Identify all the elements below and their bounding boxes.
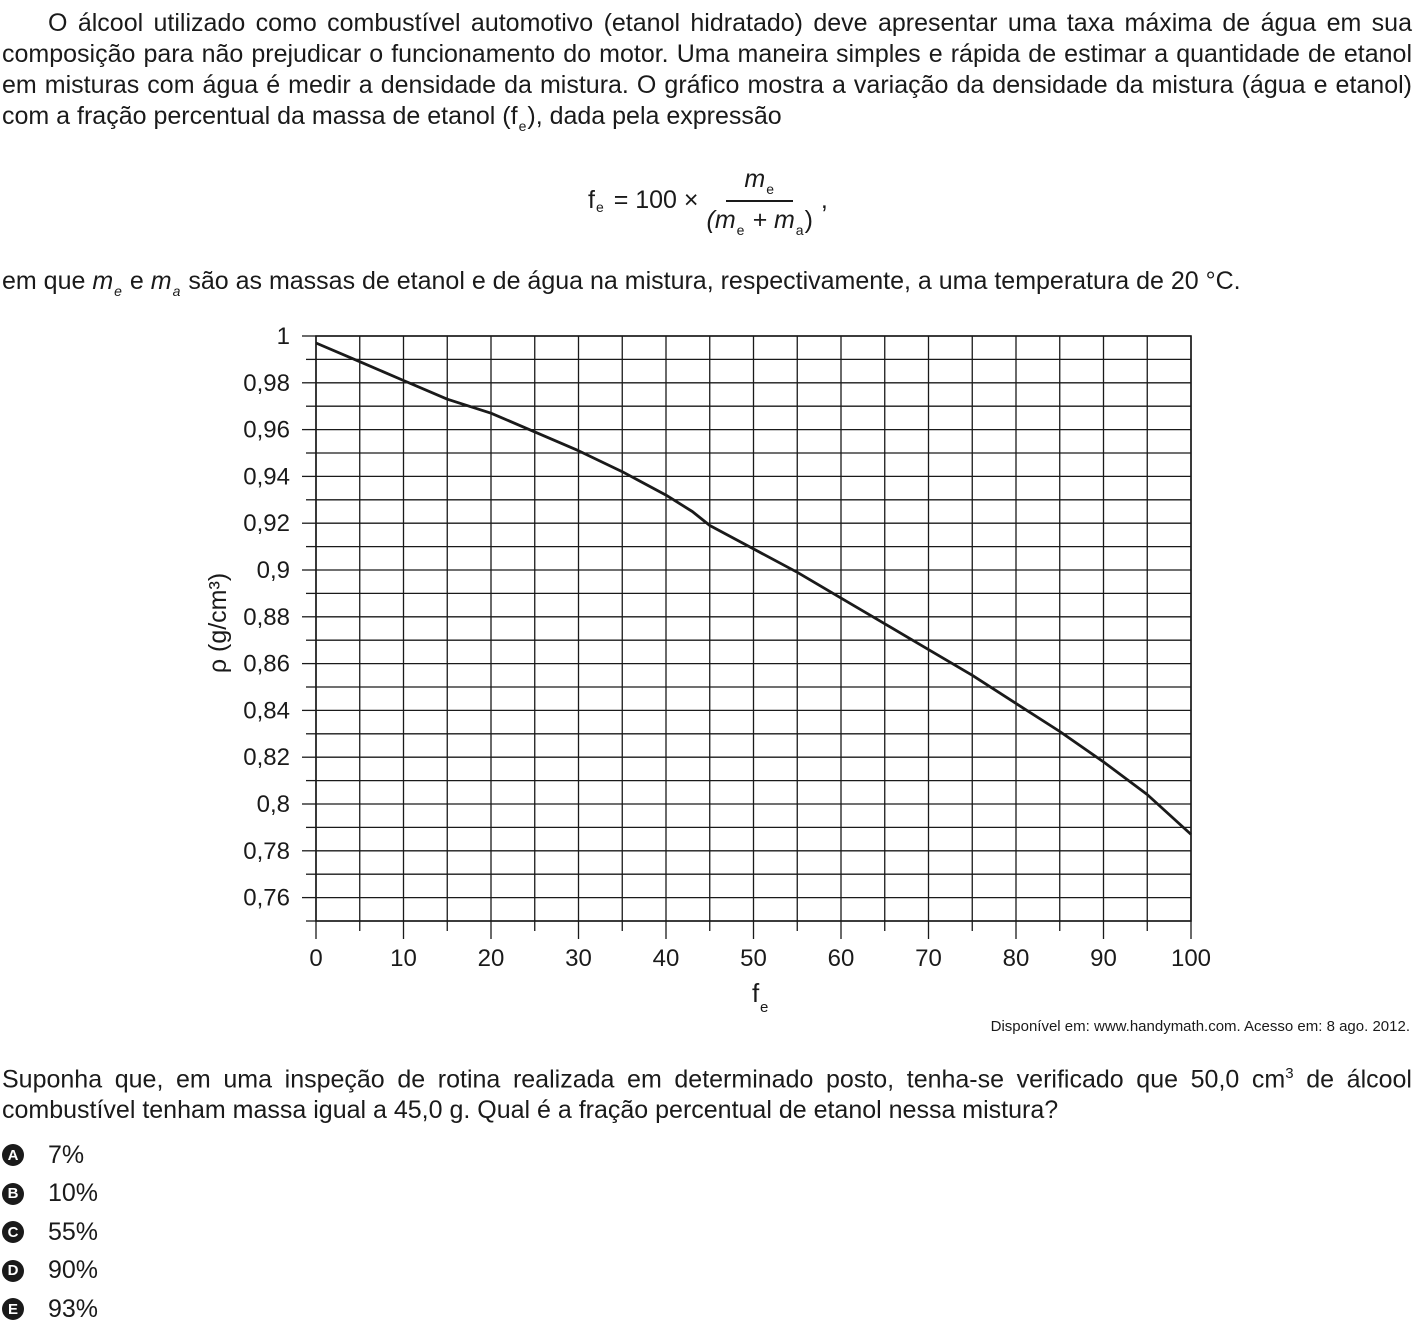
choice-d[interactable] bbox=[2, 1252, 98, 1291]
intro-text: O álcool utilizado como combustível automotivo (etanol hidratado) deve apresentar uma taxa máxima de água em sua composição para não prejudicar o funcionamento do motor. Uma maneira simples e rápida de estimar a quantidade de etanol em misturas com água é medir a densidade da mistura. O gráfico mostra a variação da densidade da mistura (água e etanol) com a fração percentual da massa de etanol (f bbox=[2, 9, 1412, 130]
y-axis-label: ρ (g/cm³) bbox=[204, 572, 232, 674]
source-citation: Disponível em: www.handymath.com. Acesso em: 8 ago. 2012. bbox=[990, 1018, 1410, 1035]
formula-eq: = 100 × bbox=[606, 185, 699, 214]
y-tick-label: 0,78 bbox=[243, 837, 290, 865]
x-tick-label: 20 bbox=[477, 945, 505, 972]
chart-ticks bbox=[302, 336, 1191, 939]
formula-den-sub1: e bbox=[736, 222, 745, 238]
formula-lhs-sub: e bbox=[595, 199, 604, 215]
y-tick-label: 0,92 bbox=[243, 510, 290, 538]
choice-letter-badge: C bbox=[2, 1221, 24, 1243]
choice-text: 93% bbox=[48, 1294, 99, 1323]
x-tick-label: 100 bbox=[1170, 945, 1212, 972]
choice-c[interactable] bbox=[2, 1213, 98, 1252]
choice-e[interactable] bbox=[2, 1290, 98, 1329]
x-tick-label: 30 bbox=[565, 945, 592, 972]
formula-lhs: f bbox=[588, 185, 595, 214]
chart-grid bbox=[316, 336, 1191, 921]
def-text-2: e bbox=[122, 267, 151, 295]
y-tick-label: 0,82 bbox=[243, 744, 290, 772]
choice-letter-badge: E bbox=[2, 1298, 24, 1320]
formula-num-var: m bbox=[744, 165, 766, 193]
choice-text: 10% bbox=[48, 1179, 99, 1208]
question-superscript: 3 bbox=[1285, 1065, 1294, 1082]
question-paragraph bbox=[2, 1058, 1412, 1126]
y-tick-label: 0,98 bbox=[243, 369, 290, 397]
y-tick-label: 0,76 bbox=[243, 884, 290, 912]
choice-letter-badge: A bbox=[2, 1144, 24, 1166]
y-tick-label: 0,84 bbox=[243, 697, 290, 725]
y-tick-label: 0,86 bbox=[243, 650, 290, 678]
y-tick-label: 0,94 bbox=[243, 463, 290, 491]
def-ma: m bbox=[150, 267, 172, 295]
y-tick-label: 0,96 bbox=[243, 416, 290, 444]
def-me-sub: e bbox=[114, 283, 122, 299]
x-tick-label: 10 bbox=[390, 945, 417, 972]
choice-letter-badge: D bbox=[2, 1260, 24, 1282]
answer-choices bbox=[2, 1136, 98, 1329]
question-text-1: Suponha que, em uma inspeção de rotina realizada em determinado posto, tenha-se verificado que 50,0 cm bbox=[2, 1065, 1286, 1094]
y-tick-label: 0,88 bbox=[243, 603, 290, 631]
y-tick-label: 1 bbox=[276, 323, 290, 350]
intro-subscript: e bbox=[518, 118, 527, 134]
choice-text: 90% bbox=[48, 1256, 99, 1285]
x-tick-label: 90 bbox=[1090, 945, 1117, 972]
y-tick-label: 0,9 bbox=[256, 557, 290, 584]
x-tick-label: 50 bbox=[740, 945, 767, 972]
x-tick-label: 40 bbox=[652, 945, 680, 972]
x-axis-label: f bbox=[752, 978, 760, 1008]
formula-den-plus: + m bbox=[745, 206, 795, 234]
choice-a[interactable] bbox=[2, 1136, 98, 1175]
x-tick-label: 70 bbox=[915, 945, 942, 972]
formula-den-open: (m bbox=[706, 206, 736, 234]
choice-b[interactable] bbox=[2, 1175, 98, 1214]
choice-text: 7% bbox=[48, 1140, 85, 1169]
formula-den-sub2: a bbox=[795, 222, 804, 238]
choice-text: 55% bbox=[48, 1217, 99, 1246]
formula-den-close: ) bbox=[804, 206, 813, 234]
formula-num-sub: e bbox=[766, 181, 775, 197]
def-me: m bbox=[92, 267, 114, 295]
def-text-1: em que bbox=[2, 267, 93, 295]
intro-text-end: ), dada pela expressão bbox=[527, 102, 782, 130]
formula-comma: , bbox=[820, 185, 828, 214]
def-ma-sub: a bbox=[172, 283, 181, 299]
question-text-2: de álcool combustível tenham massa igual a 45,0 g. Qual é a fração percentual de etanol nessa mistura? bbox=[2, 1065, 1412, 1125]
x-axis-label-subscript: e bbox=[760, 999, 769, 1016]
x-tick-label: 0 bbox=[309, 945, 323, 972]
x-tick-label: 60 bbox=[827, 945, 855, 972]
x-tick-label: 80 bbox=[1002, 945, 1030, 972]
def-text-3: são as massas de etanol e de água na mistura, respectivamente, a uma temperatura de 20 °C. bbox=[181, 267, 1241, 295]
choice-letter-badge: B bbox=[2, 1183, 24, 1205]
y-tick-label: 0,8 bbox=[256, 791, 290, 818]
